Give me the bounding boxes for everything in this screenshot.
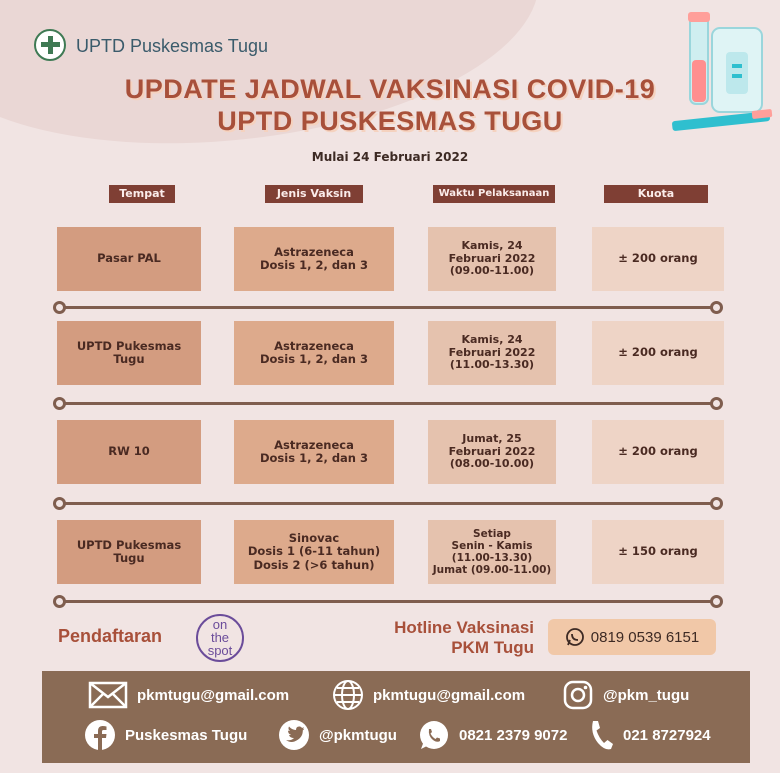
- column-header-waktu: Waktu Pelaksanaan: [433, 185, 555, 203]
- footer-instagram[interactable]: [562, 679, 689, 711]
- row-divider: [60, 502, 720, 505]
- row1-kuota: ± 200 orang: [592, 227, 724, 291]
- instagram-text: @pkm_tugu: [603, 686, 690, 704]
- row-divider: [60, 306, 720, 309]
- divider-dot: [710, 497, 723, 510]
- footer-twitter[interactable]: [278, 719, 397, 751]
- whatsapp-icon: [418, 719, 450, 751]
- page-title-line2: UPTD PUSKESMAS TUGU: [217, 106, 563, 136]
- hotline-number-box[interactable]: [548, 619, 716, 655]
- row4-kuota: ± 150 orang: [592, 520, 724, 584]
- column-header-tempat: Tempat: [109, 185, 175, 203]
- divider-dot: [710, 301, 723, 314]
- divider-dot: [710, 595, 723, 608]
- row1-vaksin: Astrazeneca Dosis 1, 2, dan 3: [234, 227, 394, 291]
- facebook-text: Puskesmas Tugu: [125, 726, 248, 744]
- phone-text: 021 8727924: [623, 726, 711, 744]
- globe-icon: [332, 679, 364, 711]
- email-icon: [88, 681, 128, 709]
- divider-dot: [53, 397, 66, 410]
- divider-dot: [53, 301, 66, 314]
- row2-tempat: UPTD Pukesmas Tugu: [57, 321, 201, 385]
- row3-kuota: ± 200 orang: [592, 420, 724, 484]
- row3-tempat: RW 10: [57, 420, 201, 484]
- hotline-number: 0819 0539 6151: [590, 628, 700, 646]
- row1-waktu: Kamis, 24 Februari 2022 (09.00-11.00): [428, 227, 556, 291]
- whatsapp-icon: [565, 627, 585, 647]
- org-name: UPTD Puskesmas Tugu: [76, 36, 269, 56]
- registration-label: Pendaftaran: [58, 626, 163, 646]
- footer-email[interactable]: [88, 681, 289, 709]
- row1-tempat: Pasar PAL: [57, 227, 201, 291]
- email-text: pkmtugu@gmail.com: [137, 686, 290, 704]
- footer-facebook[interactable]: [84, 719, 247, 751]
- footer-whatsapp[interactable]: [418, 719, 567, 751]
- row-divider: [60, 600, 720, 603]
- row-divider: [60, 402, 720, 405]
- row4-tempat: UPTD Pukesmas Tugu: [57, 520, 201, 584]
- page-title-line1: UPDATE JADWAL VAKSINASI COVID-19: [124, 74, 656, 104]
- column-header-kuota: Kuota: [604, 185, 708, 203]
- instagram-icon: [562, 679, 594, 711]
- on-the-spot-logo: [196, 614, 244, 662]
- divider-dot: [710, 397, 723, 410]
- divider-dot: [53, 595, 66, 608]
- footer-phone[interactable]: [588, 719, 711, 751]
- hotline-label-line2: PKM Tugu: [451, 638, 534, 657]
- phone-icon: [588, 719, 614, 751]
- start-date-subtitle: Mulai 24 Februari 2022: [311, 150, 469, 164]
- column-header-jenis-vaksin: Jenis Vaksin: [265, 185, 363, 203]
- contact-footer: [42, 671, 750, 763]
- twitter-icon: [278, 719, 310, 751]
- twitter-text: @pkmtugu: [319, 726, 397, 744]
- on-the-spot-line1: on: [212, 617, 228, 632]
- on-the-spot-line3: spot: [207, 643, 233, 658]
- divider-dot: [53, 497, 66, 510]
- facebook-icon: [84, 719, 116, 751]
- row2-vaksin: Astrazeneca Dosis 1, 2, dan 3: [234, 321, 394, 385]
- whatsapp-text: 0821 2379 9072: [459, 726, 568, 744]
- hotline-label-line1: Hotline Vaksinasi: [394, 618, 534, 637]
- row4-waktu: Setiap Senin - Kamis (11.00-13.30) Jumat (09.00-11.00): [428, 520, 556, 584]
- footer-website[interactable]: [332, 679, 525, 711]
- row3-waktu: Jumat, 25 Februari 2022 (08.00-10.00): [428, 420, 556, 484]
- puskesmas-logo-icon: [34, 29, 66, 61]
- row3-vaksin: Astrazeneca Dosis 1, 2, dan 3: [234, 420, 394, 484]
- website-text: pkmtugu@gmail.com: [373, 686, 526, 704]
- row4-vaksin: Sinovac Dosis 1 (6-11 tahun) Dosis 2 (>6 tahun): [234, 520, 394, 584]
- on-the-spot-line2: the: [210, 630, 230, 645]
- row2-waktu: Kamis, 24 Februari 2022 (11.00-13.30): [428, 321, 556, 385]
- row2-kuota: ± 200 orang: [592, 321, 724, 385]
